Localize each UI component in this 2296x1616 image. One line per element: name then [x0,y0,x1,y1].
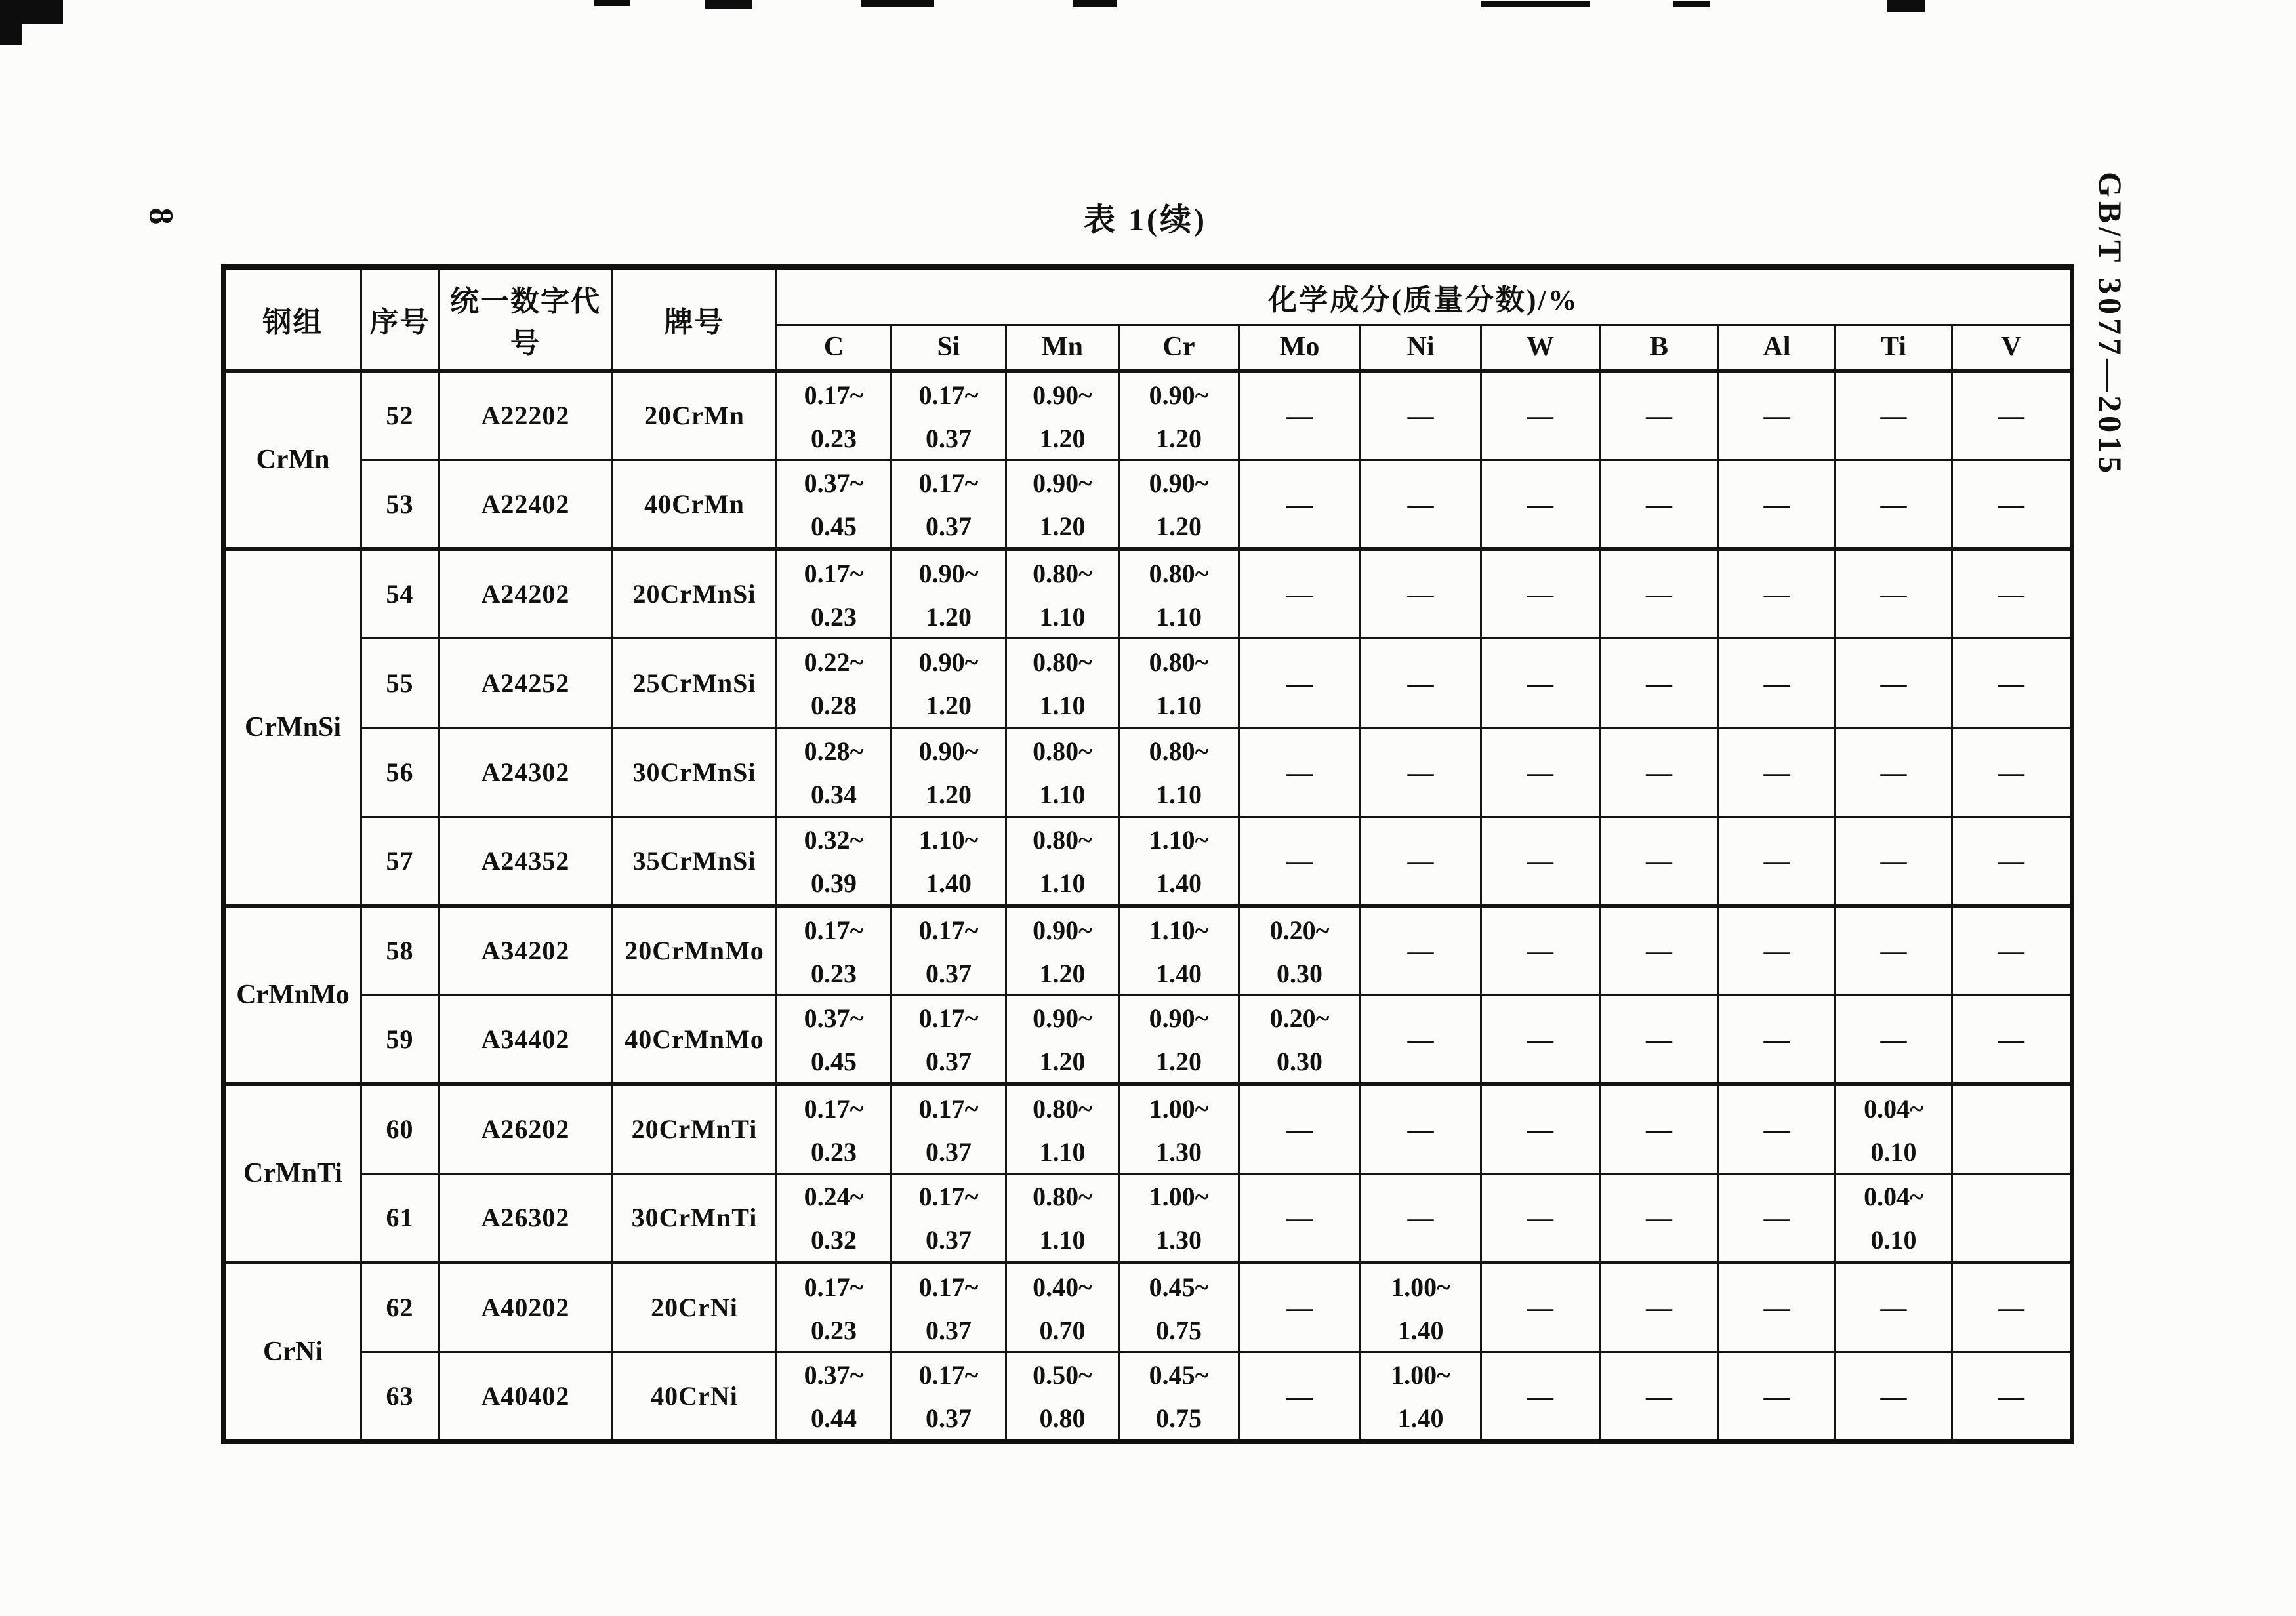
cell-62-Cr: 0.45~ 0.75 [1119,1262,1239,1352]
cell-53-Cr: 0.90~ 1.20 [1119,460,1239,549]
grade-62: 20CrNi [613,1262,777,1352]
cell-60-C: 0.17~ 0.23 [777,1084,892,1173]
cell-55-W: — [1481,638,1600,727]
cell-53-Ti: — [1835,460,1952,549]
cell-56-Al: — [1719,727,1835,817]
code-61: A26302 [439,1173,613,1262]
table-body [224,371,2072,1441]
row-number-52: 52 [361,371,439,460]
col-header-Mn: Mn [1006,325,1119,371]
cell-58-Si: 0.17~ 0.37 [892,906,1006,995]
table-row-61 [224,1173,2072,1262]
table-row-53 [224,460,2072,549]
row-number-55: 55 [361,638,439,727]
table-row-52 [224,371,2072,460]
cell-59-Mo: 0.20~ 0.30 [1239,995,1361,1084]
cell-62-W: — [1481,1262,1600,1352]
scan-artifact [594,0,630,6]
row-number-62: 62 [361,1262,439,1352]
cell-63-V: — [1952,1352,2072,1441]
cell-57-Ni: — [1361,817,1481,906]
cell-57-V: — [1952,817,2072,906]
group-label-CrNi: CrNi [224,1262,361,1441]
cell-52-Mo: — [1239,371,1361,460]
col-header-C: C [777,325,892,371]
page-number: 8 [142,207,180,225]
code-56: A24302 [439,727,613,817]
cell-53-C: 0.37~ 0.45 [777,460,892,549]
cell-58-Mn: 0.90~ 1.20 [1006,906,1119,995]
cell-54-B: — [1600,549,1719,638]
table-row-58 [224,906,2072,995]
cell-61-Ti: 0.04~ 0.10 [1835,1173,1952,1262]
code-60: A26202 [439,1084,613,1173]
col-header-B: B [1600,325,1719,371]
grade-60: 20CrMnTi [613,1084,777,1173]
cell-56-V: — [1952,727,2072,817]
cell-56-Si: 0.90~ 1.20 [892,727,1006,817]
row-number-58: 58 [361,906,439,995]
cell-57-W: — [1481,817,1600,906]
cell-60-Mo: — [1239,1084,1361,1173]
col-header-Al: Al [1719,325,1835,371]
code-52: A22202 [439,371,613,460]
group-label-CrMnTi: CrMnTi [224,1084,361,1262]
cell-58-Mo: 0.20~ 0.30 [1239,906,1361,995]
cell-54-W: — [1481,549,1600,638]
cell-60-Al: — [1719,1084,1835,1173]
cell-62-Ti: — [1835,1262,1952,1352]
cell-62-Si: 0.17~ 0.37 [892,1262,1006,1352]
cell-56-W: — [1481,727,1600,817]
cell-60-B: — [1600,1084,1719,1173]
cell-57-Cr: 1.10~ 1.40 [1119,817,1239,906]
col-header-W: W [1481,325,1600,371]
table-row-54 [224,549,2072,638]
cell-52-Al: — [1719,371,1835,460]
cell-59-Ni: — [1361,995,1481,1084]
code-57: A24352 [439,817,613,906]
cell-61-W: — [1481,1173,1600,1262]
cell-63-Cr: 0.45~ 0.75 [1119,1352,1239,1441]
standard-reference: GB/T 3077—2015 [2092,172,2129,477]
table-row-59 [224,995,2072,1084]
cell-58-W: — [1481,906,1600,995]
cell-58-Ti: — [1835,906,1952,995]
cell-56-Ni: — [1361,727,1481,817]
cell-58-Al: — [1719,906,1835,995]
cell-57-Mn: 0.80~ 1.10 [1006,817,1119,906]
cell-56-Mn: 0.80~ 1.10 [1006,727,1119,817]
cell-63-Ti: — [1835,1352,1952,1441]
table-row-62 [224,1262,2072,1352]
cell-60-Cr: 1.00~ 1.30 [1119,1084,1239,1173]
grade-53: 40CrMn [613,460,777,549]
row-number-63: 63 [361,1352,439,1441]
cell-56-Cr: 0.80~ 1.10 [1119,727,1239,817]
grade-58: 20CrMnMo [613,906,777,995]
table-row-60 [224,1084,2072,1173]
cell-52-C: 0.17~ 0.23 [777,371,892,460]
composition-table [221,264,2074,1444]
scan-artifact [861,0,934,7]
cell-55-Al: — [1719,638,1835,727]
grade-57: 35CrMnSi [613,817,777,906]
cell-52-B: — [1600,371,1719,460]
cell-54-Ni: — [1361,549,1481,638]
cell-61-Ni: — [1361,1173,1481,1262]
group-label-CrMnMo: CrMnMo [224,906,361,1084]
row-number-59: 59 [361,995,439,1084]
cell-56-Ti: — [1835,727,1952,817]
cell-55-B: — [1600,638,1719,727]
row-number-54: 54 [361,549,439,638]
grade-61: 30CrMnTi [613,1173,777,1262]
cell-63-C: 0.37~ 0.44 [777,1352,892,1441]
cell-55-Ni: — [1361,638,1481,727]
cell-55-Mo: — [1239,638,1361,727]
cell-62-Mn: 0.40~ 0.70 [1006,1262,1119,1352]
cell-58-V: — [1952,906,2072,995]
cell-57-B: — [1600,817,1719,906]
cell-53-Mo: — [1239,460,1361,549]
scan-artifact [1481,1,1590,7]
cell-53-Si: 0.17~ 0.37 [892,460,1006,549]
cell-63-Si: 0.17~ 0.37 [892,1352,1006,1441]
grade-55: 25CrMnSi [613,638,777,727]
group-label-CrMnSi: CrMnSi [224,549,361,906]
cell-59-Al: — [1719,995,1835,1084]
row-number-56: 56 [361,727,439,817]
cell-57-Ti: — [1835,817,1952,906]
cell-59-Mn: 0.90~ 1.20 [1006,995,1119,1084]
cell-52-Si: 0.17~ 0.37 [892,371,1006,460]
cell-61-Cr: 1.00~ 1.30 [1119,1173,1239,1262]
cell-55-C: 0.22~ 0.28 [777,638,892,727]
cell-58-B: — [1600,906,1719,995]
header-row-top [224,267,2072,325]
cell-53-Al: — [1719,460,1835,549]
cell-59-Cr: 0.90~ 1.20 [1119,995,1239,1084]
code-55: A24252 [439,638,613,727]
cell-63-W: — [1481,1352,1600,1441]
table-title: 表 1(续) [1084,203,1207,237]
col-header-code: 统一数字代号 [439,267,613,371]
cell-53-V: — [1952,460,2072,549]
cell-60-W: — [1481,1084,1600,1173]
cell-54-Mo: — [1239,549,1361,638]
scan-artifact [1887,0,1925,12]
cell-63-Al: — [1719,1352,1835,1441]
cell-53-Ni: — [1361,460,1481,549]
cell-52-Mn: 0.90~ 1.20 [1006,371,1119,460]
cell-61-Mn: 0.80~ 1.10 [1006,1173,1119,1262]
code-63: A40402 [439,1352,613,1441]
cell-62-V: — [1952,1262,2072,1352]
cell-57-Mo: — [1239,817,1361,906]
cell-62-Ni: 1.00~ 1.40 [1361,1262,1481,1352]
table-row-63 [224,1352,2072,1441]
cell-52-W: — [1481,371,1600,460]
cell-53-W: — [1481,460,1600,549]
cell-60-Si: 0.17~ 0.37 [892,1084,1006,1173]
cell-54-C: 0.17~ 0.23 [777,549,892,638]
cell-62-C: 0.17~ 0.23 [777,1262,892,1352]
cell-59-Si: 0.17~ 0.37 [892,995,1006,1084]
row-number-57: 57 [361,817,439,906]
table-row-57 [224,817,2072,906]
cell-63-B: — [1600,1352,1719,1441]
cell-59-W: — [1481,995,1600,1084]
cell-62-Mo: — [1239,1262,1361,1352]
cell-55-Mn: 0.80~ 1.10 [1006,638,1119,727]
col-header-Ti: Ti [1835,325,1952,371]
cell-57-Al: — [1719,817,1835,906]
cell-61-V [1952,1173,2072,1262]
cell-58-Ni: — [1361,906,1481,995]
cell-59-C: 0.37~ 0.45 [777,995,892,1084]
grade-59: 40CrMnMo [613,995,777,1084]
cell-60-Mn: 0.80~ 1.10 [1006,1084,1119,1173]
scan-artifact [1673,1,1710,7]
cell-54-Mn: 0.80~ 1.10 [1006,549,1119,638]
cell-54-V: — [1952,549,2072,638]
cell-60-Ni: — [1361,1084,1481,1173]
cell-55-Si: 0.90~ 1.20 [892,638,1006,727]
col-header-grade: 牌号 [613,267,777,371]
col-header-Mo: Mo [1239,325,1361,371]
cell-52-V: — [1952,371,2072,460]
cell-52-Ti: — [1835,371,1952,460]
col-header-no: 序号 [361,267,439,371]
scan-artifact [1073,0,1117,7]
code-53: A22402 [439,460,613,549]
cell-61-B: — [1600,1173,1719,1262]
scan-artifact [705,0,752,9]
scan-artifact [0,24,22,45]
table-row-56 [224,727,2072,817]
row-number-61: 61 [361,1173,439,1262]
col-header-group: 钢组 [224,267,361,371]
cell-52-Ni: — [1361,371,1481,460]
cell-63-Mn: 0.50~ 0.80 [1006,1352,1119,1441]
cell-55-Cr: 0.80~ 1.10 [1119,638,1239,727]
cell-57-C: 0.32~ 0.39 [777,817,892,906]
cell-60-Ti: 0.04~ 0.10 [1835,1084,1952,1173]
col-header-Ni: Ni [1361,325,1481,371]
cell-55-V: — [1952,638,2072,727]
cell-52-Cr: 0.90~ 1.20 [1119,371,1239,460]
cell-54-Al: — [1719,549,1835,638]
cell-63-Mo: — [1239,1352,1361,1441]
grade-56: 30CrMnSi [613,727,777,817]
col-header-composition: 化学成分(质量分数)/% [777,267,2072,325]
row-number-53: 53 [361,460,439,549]
cell-53-Mn: 0.90~ 1.20 [1006,460,1119,549]
cell-61-Mo: — [1239,1173,1361,1262]
code-62: A40202 [439,1262,613,1352]
grade-63: 40CrNi [613,1352,777,1441]
group-label-CrMn: CrMn [224,371,361,549]
cell-62-Al: — [1719,1262,1835,1352]
cell-61-Al: — [1719,1173,1835,1262]
cell-56-C: 0.28~ 0.34 [777,727,892,817]
cell-54-Si: 0.90~ 1.20 [892,549,1006,638]
cell-60-V [1952,1084,2072,1173]
cell-56-B: — [1600,727,1719,817]
cell-61-C: 0.24~ 0.32 [777,1173,892,1262]
code-54: A24202 [439,549,613,638]
grade-54: 20CrMnSi [613,549,777,638]
col-header-Cr: Cr [1119,325,1239,371]
code-58: A34202 [439,906,613,995]
cell-54-Cr: 0.80~ 1.10 [1119,549,1239,638]
cell-54-Ti: — [1835,549,1952,638]
cell-63-Ni: 1.00~ 1.40 [1361,1352,1481,1441]
code-59: A34402 [439,995,613,1084]
cell-58-Cr: 1.10~ 1.40 [1119,906,1239,995]
cell-55-Ti: — [1835,638,1952,727]
scan-artifact [0,0,63,24]
cell-59-V: — [1952,995,2072,1084]
grade-52: 20CrMn [613,371,777,460]
cell-61-Si: 0.17~ 0.37 [892,1173,1006,1262]
cell-56-Mo: — [1239,727,1361,817]
cell-57-Si: 1.10~ 1.40 [892,817,1006,906]
cell-53-B: — [1600,460,1719,549]
row-number-60: 60 [361,1084,439,1173]
table-row-55 [224,638,2072,727]
col-header-V: V [1952,325,2072,371]
cell-62-B: — [1600,1262,1719,1352]
col-header-Si: Si [892,325,1006,371]
cell-58-C: 0.17~ 0.23 [777,906,892,995]
cell-59-Ti: — [1835,995,1952,1084]
cell-59-B: — [1600,995,1719,1084]
